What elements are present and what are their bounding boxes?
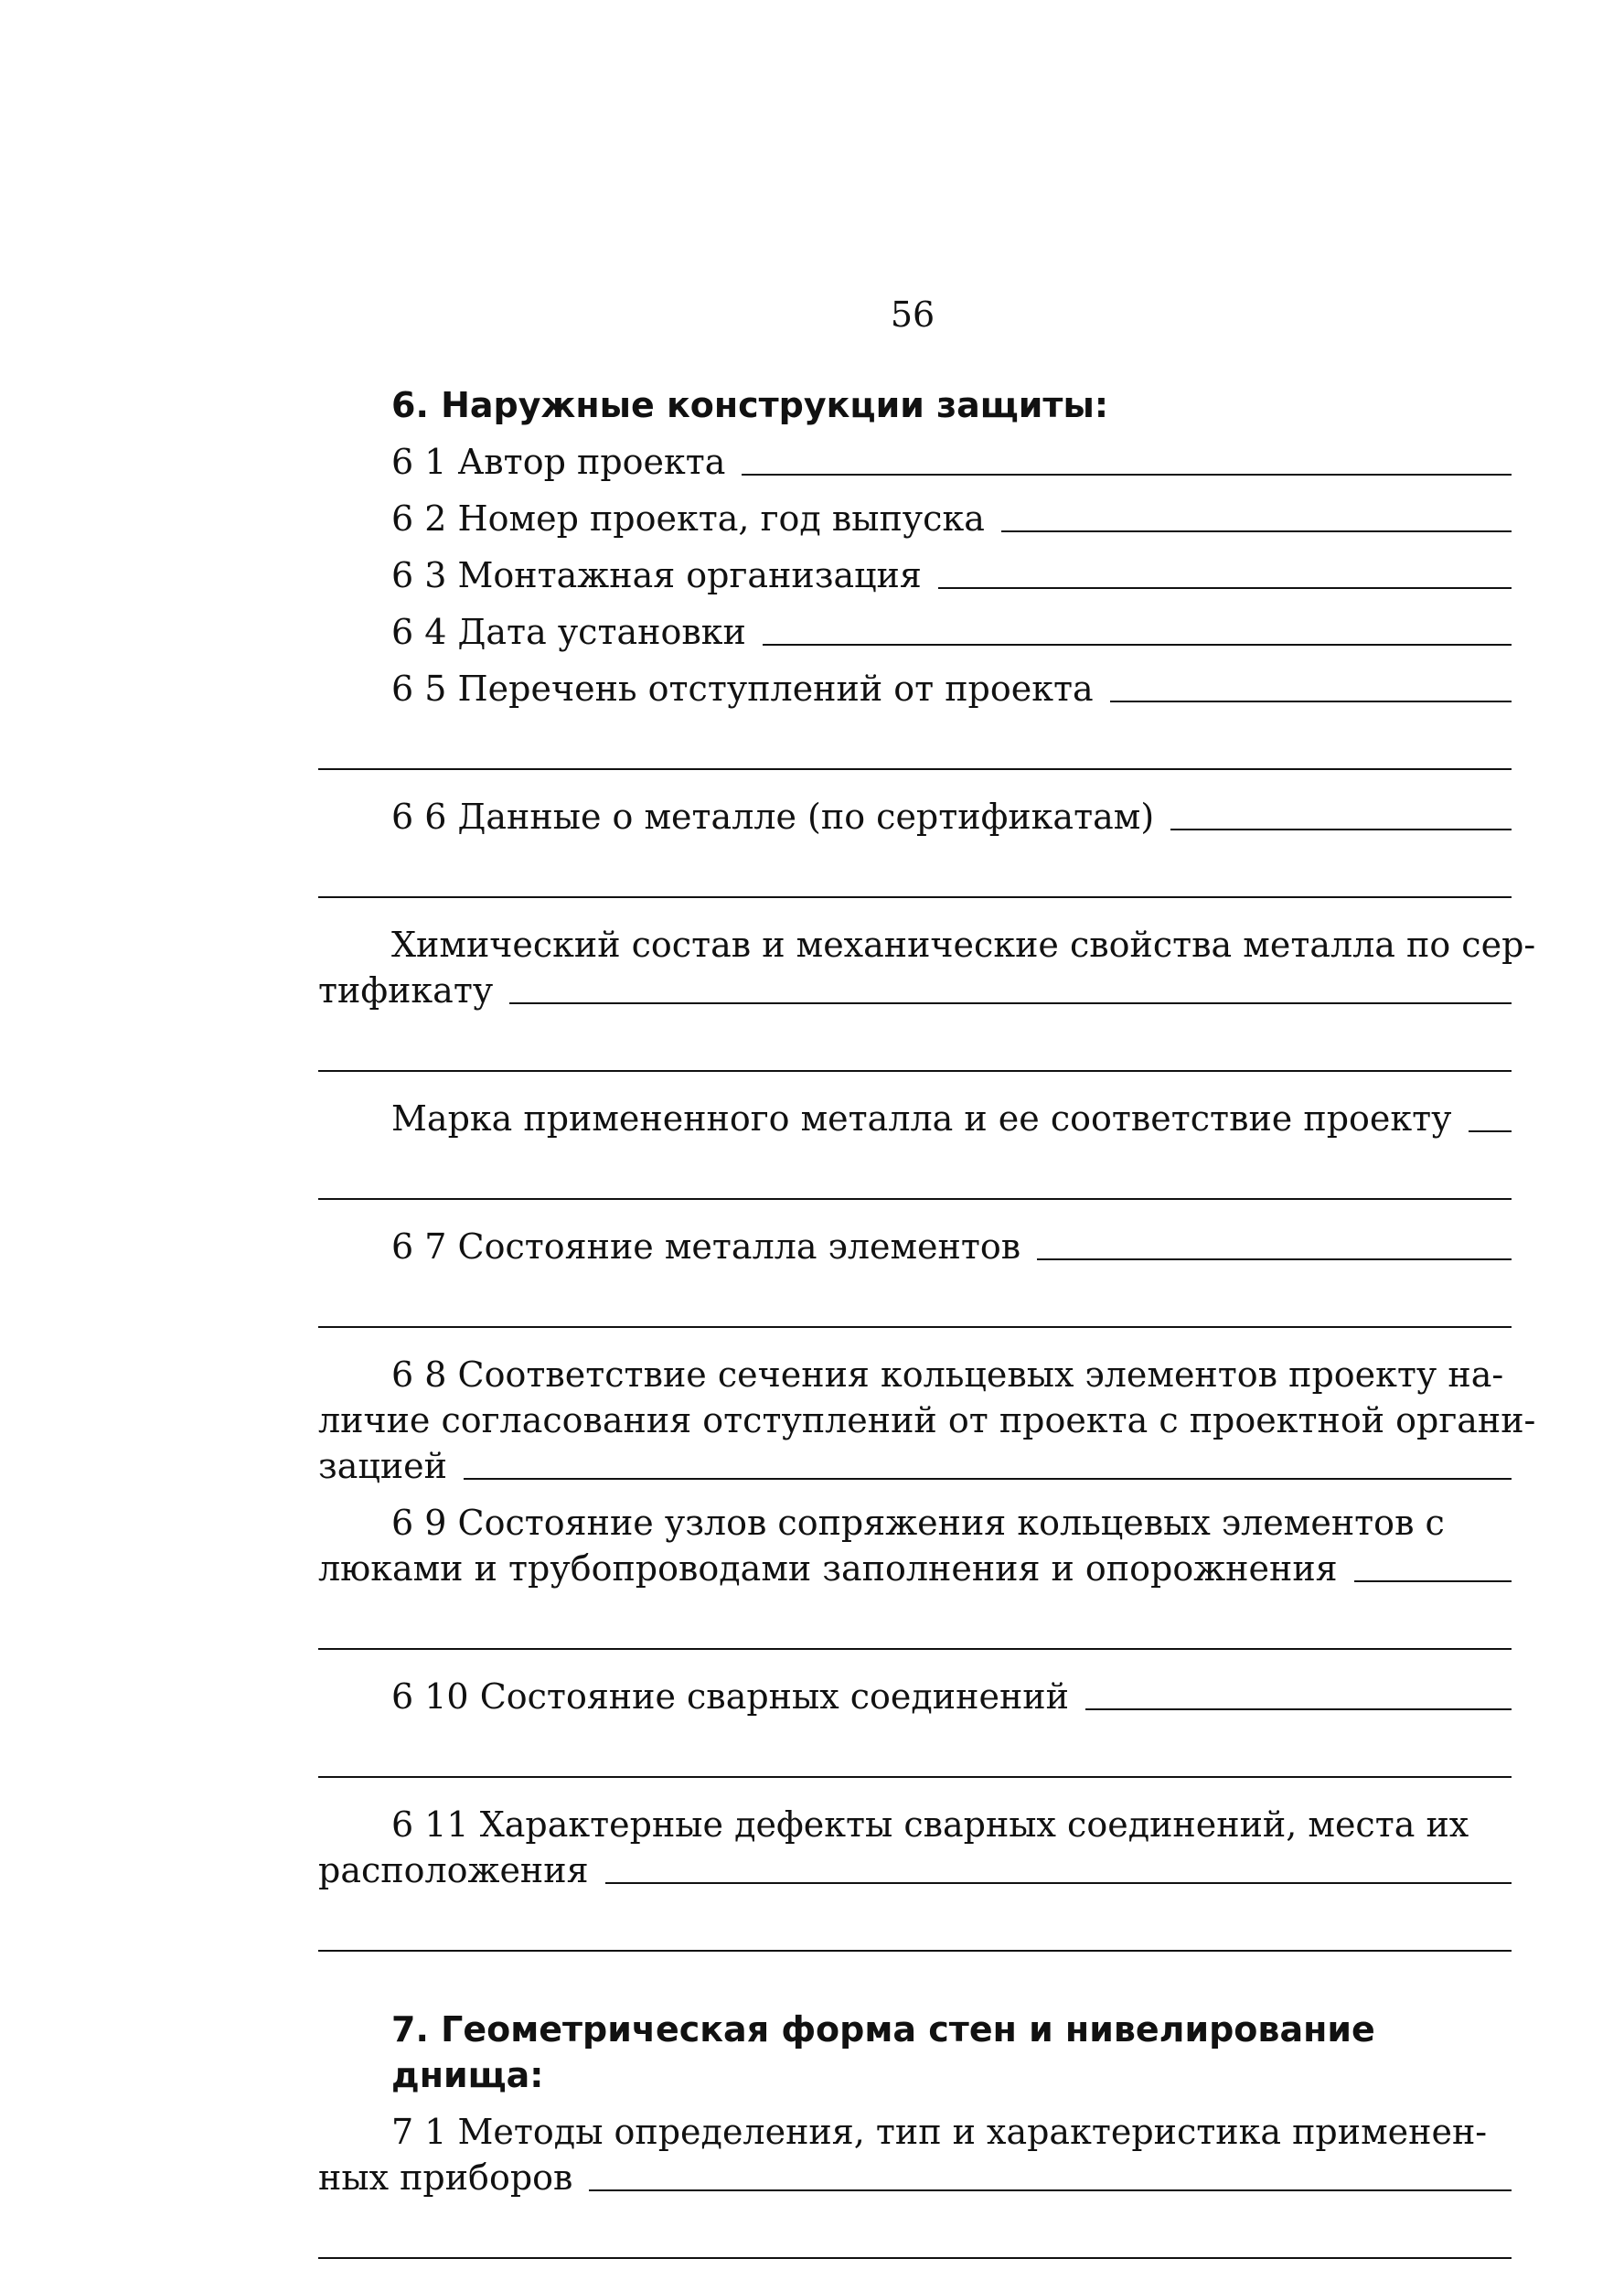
field-6-1-blank[interactable] xyxy=(742,446,1512,476)
field-7-1-text-1: 7 1 Методы определения, тип и характеристика применен- xyxy=(391,2112,1488,2152)
field-6-9-blank[interactable] xyxy=(1354,1553,1512,1582)
field-6-1 xyxy=(318,439,1512,485)
field-6-9-text-1: 6 9 Состояние узлов сопряжения кольцевых элементов с xyxy=(391,1503,1445,1543)
field-6-5-blank[interactable] xyxy=(1110,673,1512,702)
field-6-6-label: 6 6 Данные о металле (по сертификатам) xyxy=(391,797,1155,837)
field-6-11-blank[interactable] xyxy=(605,1855,1512,1884)
field-6-8-text-1: 6 8 Соответствие сечения кольцевых элементов проекту на- xyxy=(391,1354,1504,1395)
page-number: 56 xyxy=(890,294,935,335)
field-6-3-label: 6 3 Монтажная организация xyxy=(391,555,922,595)
field-6-8-blank[interactable] xyxy=(464,1450,1512,1480)
field-6-1-label: 6 1 Автор проекта xyxy=(391,442,726,482)
field-6-9-extra-line[interactable] xyxy=(318,1591,1512,1650)
chemical-composition-blank[interactable] xyxy=(509,975,1512,1004)
field-6-8-line-2 xyxy=(318,1397,1536,1443)
field-7-1-extra-line[interactable] xyxy=(318,2200,1512,2259)
field-6-4-blank[interactable] xyxy=(763,616,1512,646)
field-6-9-line-2 xyxy=(318,1546,1512,1591)
form-body xyxy=(318,382,1536,2259)
field-6-9-text-2: люками и трубопроводами заполнения и опорожнения xyxy=(318,1548,1338,1589)
field-6-7-label: 6 7 Состояние металла элементов xyxy=(391,1226,1021,1267)
field-6-6 xyxy=(318,794,1512,840)
metal-grade xyxy=(318,1096,1512,1141)
chemical-composition-text-1: Химический состав и механические свойства металла по сер- xyxy=(391,925,1536,965)
field-6-7-blank[interactable] xyxy=(1037,1231,1512,1260)
field-6-5 xyxy=(318,666,1512,712)
chemical-composition-line-1 xyxy=(318,922,1536,968)
field-7-1-blank[interactable] xyxy=(589,2162,1512,2191)
field-6-7 xyxy=(318,1224,1512,1269)
field-6-4 xyxy=(318,609,1512,655)
field-6-11-extra-line[interactable] xyxy=(318,1893,1512,1952)
field-6-11-line-2 xyxy=(318,1847,1512,1893)
field-7-1-line-1 xyxy=(318,2109,1512,2155)
field-6-4-label: 6 4 Дата установки xyxy=(391,612,746,652)
field-6-10-extra-line[interactable] xyxy=(318,1719,1512,1778)
field-6-11-line-1 xyxy=(318,1802,1512,1847)
chemical-composition-line-2 xyxy=(318,968,1512,1013)
field-6-2-blank[interactable] xyxy=(1001,503,1512,532)
field-6-2-label: 6 2 Номер проекта, год выпуска xyxy=(391,498,985,539)
field-6-9-line-1 xyxy=(318,1500,1512,1546)
section-6-title: 6. Наружные конструкции защиты: xyxy=(391,385,1109,425)
metal-grade-extra-line[interactable] xyxy=(318,1141,1512,1200)
chemical-composition-text-2: тификату xyxy=(318,970,494,1011)
field-6-6-extra-line[interactable] xyxy=(318,840,1512,898)
field-7-1-line-2 xyxy=(318,2155,1512,2200)
field-6-3-blank[interactable] xyxy=(938,560,1512,589)
field-6-10-blank[interactable] xyxy=(1085,1681,1512,1710)
field-6-5-extra-line[interactable] xyxy=(318,712,1512,770)
field-6-7-extra-line[interactable] xyxy=(318,1269,1512,1328)
field-7-1-text-2: ных приборов xyxy=(318,2157,573,2198)
chemical-composition-extra-line[interactable] xyxy=(318,1013,1512,1072)
field-6-11-text-2: расположения xyxy=(318,1850,589,1890)
field-6-2 xyxy=(318,496,1512,541)
field-6-8-line-3 xyxy=(318,1443,1512,1489)
field-6-8-text-3: зацией xyxy=(318,1446,447,1486)
field-6-11-text-1: 6 11 Характерные дефекты сварных соединений, места их xyxy=(391,1804,1469,1845)
field-6-3 xyxy=(318,552,1512,598)
section-7-title: 7. Геометрическая форма стен и нивелирование днища: xyxy=(391,2009,1375,2095)
field-6-8-line-1 xyxy=(318,1352,1512,1397)
metal-grade-blank[interactable] xyxy=(1469,1103,1512,1132)
field-6-6-blank[interactable] xyxy=(1170,801,1512,830)
field-6-10-label: 6 10 Состояние сварных соединений xyxy=(391,1676,1069,1717)
field-6-8-text-2: личие согласования отступлений от проекта с проектной органи- xyxy=(318,1400,1536,1440)
field-6-5-label: 6 5 Перечень отступлений от проекта xyxy=(391,669,1094,709)
metal-grade-label: Марка примененного металла и ее соответствие проекту xyxy=(391,1098,1452,1139)
field-6-10 xyxy=(318,1674,1512,1719)
